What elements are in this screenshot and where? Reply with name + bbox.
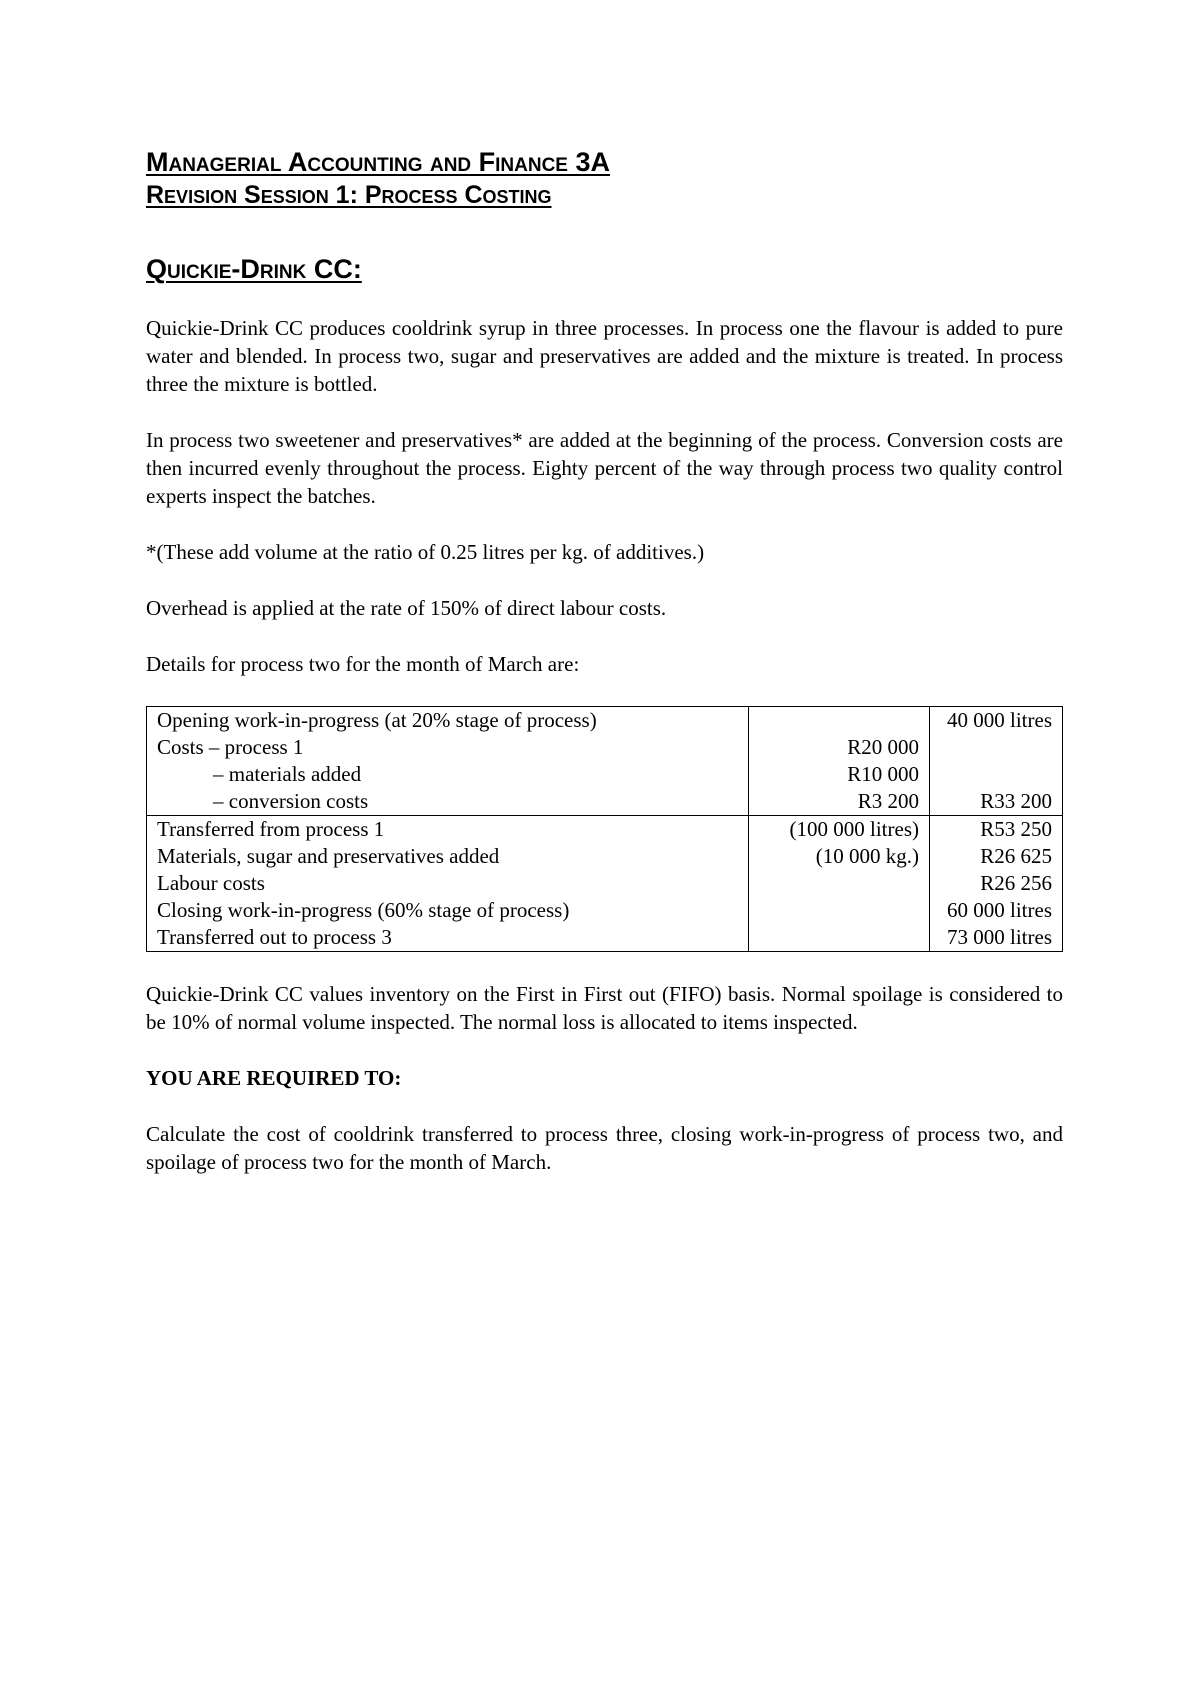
table-cell: 73 000 litres bbox=[930, 924, 1063, 952]
table-cell: – materials added bbox=[147, 761, 749, 788]
table-cell: R53 250 bbox=[930, 816, 1063, 844]
table-cell: (100 000 litres) bbox=[749, 816, 930, 844]
table-cell bbox=[749, 707, 930, 735]
table-row bbox=[147, 707, 1063, 735]
paragraph-details-intro: Details for process two for the month of March are: bbox=[146, 652, 580, 676]
table-cell: 60 000 litres bbox=[930, 897, 1063, 924]
table-row bbox=[147, 816, 1063, 844]
table-row bbox=[147, 734, 1063, 761]
required-heading: YOU ARE REQUIRED TO: bbox=[146, 1066, 402, 1090]
table-cell bbox=[930, 734, 1063, 761]
table-cell bbox=[749, 870, 930, 897]
table-cell: Opening work-in-progress (at 20% stage of process) bbox=[147, 707, 749, 735]
document-subtitle: Revision Session 1: Process Costing bbox=[146, 181, 552, 209]
table-cell: R3 200 bbox=[749, 788, 930, 816]
table-cell: 40 000 litres bbox=[930, 707, 1063, 735]
table-row bbox=[147, 924, 1063, 952]
table-cell bbox=[749, 924, 930, 952]
table-cell bbox=[930, 761, 1063, 788]
table-cell: R26 256 bbox=[930, 870, 1063, 897]
table-row bbox=[147, 761, 1063, 788]
table-row bbox=[147, 897, 1063, 924]
required-text: Calculate the cost of cooldrink transferred to process three, closing work-in-progress of process two, and spoilage of process two for the month of March. bbox=[146, 1122, 1063, 1174]
table-row bbox=[147, 843, 1063, 870]
table-cell: Transferred from process 1 bbox=[147, 816, 749, 844]
document-page bbox=[146, 146, 1063, 1176]
table-row bbox=[147, 788, 1063, 816]
table-cell: (10 000 kg.) bbox=[749, 843, 930, 870]
table-cell: R26 625 bbox=[930, 843, 1063, 870]
table-row bbox=[147, 870, 1063, 897]
table-cell: Costs – process 1 bbox=[147, 734, 749, 761]
paragraph-process-two: In process two sweetener and preservatives* are added at the beginning of the process. Conversion costs are then incurred evenly throughout the process. Eighty percent of the way through process two quality control experts inspect the batches. bbox=[146, 428, 1063, 508]
paragraph-footnote: *(These add volume at the ratio of 0.25 litres per kg. of additives.) bbox=[146, 540, 705, 564]
paragraph-intro: Quickie-Drink CC produces cooldrink syrup in three processes. In process one the flavour is added to pure water and blended. In process two, sugar and preservatives are added and the mixture is treated. In process three the mixture is bottled. bbox=[146, 316, 1063, 396]
document-title: Managerial Accounting and Finance 3A bbox=[146, 147, 610, 177]
paragraph-fifo: Quickie-Drink CC values inventory on the First in First out (FIFO) basis. Normal spoilage is considered to be 10% of normal volume inspected. The normal loss is allocated to items inspected. bbox=[146, 982, 1063, 1034]
table-cell bbox=[749, 897, 930, 924]
table-cell: R33 200 bbox=[930, 788, 1063, 816]
table-cell: Labour costs bbox=[147, 870, 749, 897]
case-title: Quickie-Drink CC: bbox=[146, 254, 362, 284]
paragraph-overhead: Overhead is applied at the rate of 150% of direct labour costs. bbox=[146, 596, 667, 620]
process-two-details-table bbox=[146, 706, 1063, 952]
table-cell: Transferred out to process 3 bbox=[147, 924, 749, 952]
table-cell: R10 000 bbox=[749, 761, 930, 788]
table-cell: Closing work-in-progress (60% stage of process) bbox=[147, 897, 749, 924]
table-cell: R20 000 bbox=[749, 734, 930, 761]
table-cell: Materials, sugar and preservatives added bbox=[147, 843, 749, 870]
table-cell: – conversion costs bbox=[147, 788, 749, 816]
